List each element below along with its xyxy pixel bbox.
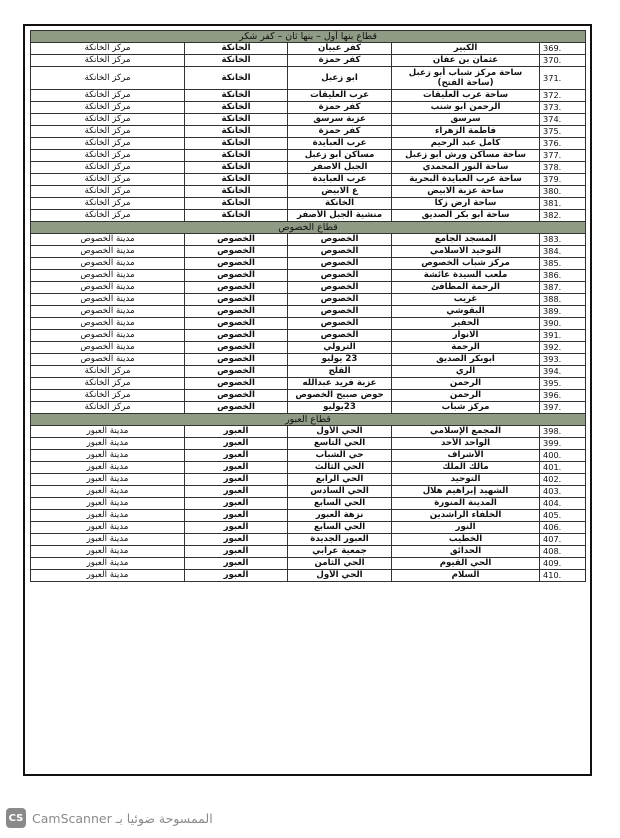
unit-name: الحانكة — [185, 43, 288, 55]
row-number: .384 — [540, 246, 586, 258]
center-name: مدينة الخصوص — [31, 354, 185, 366]
row-number: .410 — [540, 570, 586, 582]
row-number: .395 — [540, 378, 586, 390]
mosque-name: البقوشي — [392, 306, 540, 318]
table-row — [31, 55, 586, 67]
unit-name: الخصوص — [185, 330, 288, 342]
village-name: عرب العليقات — [288, 90, 392, 102]
table-row — [31, 438, 586, 450]
table-row — [31, 390, 586, 402]
table-row — [31, 462, 586, 474]
table-row — [31, 546, 586, 558]
mosque-name: كامل عبد الرحيم — [392, 138, 540, 150]
unit-name: العبور — [185, 522, 288, 534]
village-name: نزهة العبور — [288, 510, 392, 522]
table-row — [31, 474, 586, 486]
unit-name: العبور — [185, 534, 288, 546]
unit-name: العبور — [185, 462, 288, 474]
unit-name: الخصوص — [185, 258, 288, 270]
table-row — [31, 43, 586, 55]
center-name: مدينة العبور — [31, 498, 185, 510]
center-name: مدينة العبور — [31, 462, 185, 474]
row-number: .380 — [540, 186, 586, 198]
village-name: عرب العبايدة — [288, 138, 392, 150]
row-number: .373 — [540, 102, 586, 114]
table-row — [31, 102, 586, 114]
center-name: مدينة الخصوص — [31, 342, 185, 354]
table-row — [31, 126, 586, 138]
unit-name: الخصوص — [185, 246, 288, 258]
center-name: مركز الخانكة — [31, 162, 185, 174]
table-row — [31, 486, 586, 498]
mosque-name: ساحة أبو بكر الصديق — [392, 210, 540, 222]
table-row — [31, 174, 586, 186]
village-name: الحي السابع — [288, 522, 392, 534]
mosque-name: الخلفاء الراشدين — [392, 510, 540, 522]
mosque-name: المدينة المنورة — [392, 498, 540, 510]
table-row — [31, 246, 586, 258]
table-row — [31, 558, 586, 570]
unit-name: الخانكة — [185, 138, 288, 150]
village-name: الحي الرابع — [288, 474, 392, 486]
unit-name: الخصوص — [185, 294, 288, 306]
section-title: قطاع العبور — [31, 414, 586, 426]
center-name: مدينة الخصوص — [31, 318, 185, 330]
row-number: .393 — [540, 354, 586, 366]
center-name: مركز الخانكة — [31, 102, 185, 114]
unit-name: الخصوص — [185, 282, 288, 294]
table-row — [31, 114, 586, 126]
table-row — [31, 186, 586, 198]
center-name: مدينة الخصوص — [31, 330, 185, 342]
center-name: مدينة الخصوص — [31, 258, 185, 270]
center-name: مركز الخانكة — [31, 138, 185, 150]
row-number: .408 — [540, 546, 586, 558]
table-row — [31, 258, 586, 270]
village-name: حوض صبيح الخصوص — [288, 390, 392, 402]
center-name: مدينة العبور — [31, 546, 185, 558]
table-row — [31, 234, 586, 246]
village-name: الترولي — [288, 342, 392, 354]
village-name: كفر حمزة — [288, 55, 392, 67]
table-row — [31, 198, 586, 210]
village-name: الخصوص — [288, 330, 392, 342]
center-name: مدينة الخصوص — [31, 282, 185, 294]
center-name: مدينة العبور — [31, 570, 185, 582]
center-name: مركز الخانكة — [31, 55, 185, 67]
center-name: مركز الخانكة — [31, 198, 185, 210]
row-number: .377 — [540, 150, 586, 162]
mosque-name: الواحد الأحد — [392, 438, 540, 450]
row-number: .404 — [540, 498, 586, 510]
center-name: مركز الخانكة — [31, 150, 185, 162]
center-name: مركز الخانكة — [31, 90, 185, 102]
center-name: مدينة العبور — [31, 522, 185, 534]
village-name: الخصوص — [288, 246, 392, 258]
table-body — [31, 31, 586, 582]
village-name: الحي التاسع — [288, 438, 392, 450]
unit-name: العبور — [185, 570, 288, 582]
unit-name: الخصوص — [185, 390, 288, 402]
unit-name: الخصوص — [185, 342, 288, 354]
mosque-name: الشهيد إبراهيم هلال — [392, 486, 540, 498]
row-number: .379 — [540, 174, 586, 186]
mosque-name: الحفير — [392, 318, 540, 330]
row-number: .387 — [540, 282, 586, 294]
village-name: الخصوص — [288, 258, 392, 270]
unit-name: الخانكة — [185, 198, 288, 210]
table-row — [31, 450, 586, 462]
unit-name: الخانكة — [185, 55, 288, 67]
mosque-name: غريب — [392, 294, 540, 306]
village-name: العبور الجديدة — [288, 534, 392, 546]
village-name: ابو زعبل — [288, 67, 392, 90]
row-number: .405 — [540, 510, 586, 522]
center-name: مدينة العبور — [31, 426, 185, 438]
table-row — [31, 282, 586, 294]
village-name: عرب العبايدة — [288, 174, 392, 186]
unit-name: العبور — [185, 474, 288, 486]
unit-name: العبور — [185, 546, 288, 558]
unit-name: الخانكة — [185, 90, 288, 102]
center-name: مدينة العبور — [31, 438, 185, 450]
village-name: ع الابيض — [288, 186, 392, 198]
table-row — [31, 534, 586, 546]
mosque-name: ملعب السيدة عائشة — [392, 270, 540, 282]
scanner-watermark — [6, 806, 286, 830]
village-name: الخصوص — [288, 234, 392, 246]
mosque-name: المسجد الجامع — [392, 234, 540, 246]
unit-name: الخصوص — [185, 402, 288, 414]
center-name: مركز الخانكة — [31, 210, 185, 222]
mosque-name: الري — [392, 366, 540, 378]
center-name: مدينة الخصوص — [31, 306, 185, 318]
row-number: .401 — [540, 462, 586, 474]
village-name: الخصوص — [288, 294, 392, 306]
table-row — [31, 150, 586, 162]
village-name: الجبل الاصفر — [288, 162, 392, 174]
row-number: .372 — [540, 90, 586, 102]
unit-name: العبور — [185, 558, 288, 570]
village-name: كفر عبيان — [288, 43, 392, 55]
center-name: مركز الخانكة — [31, 390, 185, 402]
mosque-name: الرحمة — [392, 342, 540, 354]
center-name: مركز الخانكة — [31, 126, 185, 138]
row-number: .398 — [540, 426, 586, 438]
center-name: مركز الخانكة — [31, 378, 185, 390]
table-row — [31, 378, 586, 390]
mosque-name: الأشراف — [392, 450, 540, 462]
mosque-name: الحدائق — [392, 546, 540, 558]
row-number: .385 — [540, 258, 586, 270]
table-row — [31, 342, 586, 354]
row-number: .382 — [540, 210, 586, 222]
village-name: عزبة سرسق — [288, 114, 392, 126]
row-number: .388 — [540, 294, 586, 306]
mosque-name: التوحيد — [392, 474, 540, 486]
unit-name: الخانكة — [185, 102, 288, 114]
unit-name: الخصوص — [185, 366, 288, 378]
mosque-name: ساحة مركز شباب أبو زعبل (ساحة الفتح) — [392, 67, 540, 90]
row-number: .389 — [540, 306, 586, 318]
village-name: جمعية عرابي — [288, 546, 392, 558]
mosques-table — [30, 30, 586, 582]
section-title: قطاع بنها أول – بنها ثان – كفر شكر — [31, 31, 586, 43]
village-name: الحي السادس — [288, 486, 392, 498]
mosque-name: ساحة النور المحمدي — [392, 162, 540, 174]
table-row — [31, 498, 586, 510]
row-number: .371 — [540, 67, 586, 90]
unit-name: العبور — [185, 450, 288, 462]
center-name: مدينة العبور — [31, 510, 185, 522]
unit-name: الخانكة — [185, 210, 288, 222]
table-row — [31, 90, 586, 102]
center-name: مركز الخانكة — [31, 402, 185, 414]
unit-name: العبور — [185, 426, 288, 438]
unit-name: العبور — [185, 486, 288, 498]
mosque-name: مالك الملك — [392, 462, 540, 474]
village-name: القلج — [288, 366, 392, 378]
row-number: .394 — [540, 366, 586, 378]
village-name: 23يوليو — [288, 402, 392, 414]
mosque-name: الخطيب — [392, 534, 540, 546]
mosque-name: ساحة عرب العليقات — [392, 90, 540, 102]
row-number: .407 — [540, 534, 586, 546]
center-name: مركز الخانكة — [31, 114, 185, 126]
row-number: .390 — [540, 318, 586, 330]
mosque-name: الكبير — [392, 43, 540, 55]
mosque-name: الرحمن — [392, 390, 540, 402]
table-row — [31, 510, 586, 522]
row-number: .391 — [540, 330, 586, 342]
village-name: الخصوص — [288, 282, 392, 294]
row-number: .396 — [540, 390, 586, 402]
table-row — [31, 522, 586, 534]
village-name: الحي الثامن — [288, 558, 392, 570]
mosque-name: الرحمن — [392, 378, 540, 390]
table-row — [31, 270, 586, 282]
mosque-name: السلام — [392, 570, 540, 582]
center-name: مدينة الخصوص — [31, 270, 185, 282]
table-row — [31, 402, 586, 414]
section-title: قطاع الخصوص — [31, 222, 586, 234]
village-name: الخانكة — [288, 198, 392, 210]
center-name: مدينة الخصوص — [31, 246, 185, 258]
center-name: مدينة الخصوص — [31, 294, 185, 306]
center-name: مركز الخانكة — [31, 43, 185, 55]
unit-name: الخانكة — [185, 67, 288, 90]
center-name: مركز الخانكة — [31, 174, 185, 186]
table-row — [31, 162, 586, 174]
table-row — [31, 570, 586, 582]
unit-name: العبور — [185, 510, 288, 522]
row-number: .402 — [540, 474, 586, 486]
center-name: مدينة العبور — [31, 474, 185, 486]
unit-name: العبور — [185, 438, 288, 450]
center-name: مركز الخانكة — [31, 67, 185, 90]
village-name: حي الشباب — [288, 450, 392, 462]
unit-name: الخانكة — [185, 114, 288, 126]
center-name: مركز الخانكة — [31, 186, 185, 198]
unit-name: الخصوص — [185, 318, 288, 330]
table-row — [31, 138, 586, 150]
table-row — [31, 330, 586, 342]
unit-name: الخانكة — [185, 174, 288, 186]
unit-name: الخصوص — [185, 378, 288, 390]
row-number: .397 — [540, 402, 586, 414]
row-number: .400 — [540, 450, 586, 462]
mosque-name: النور — [392, 522, 540, 534]
table-row — [31, 318, 586, 330]
mosque-name: الرحمن ابو شنب — [392, 102, 540, 114]
unit-name: الخصوص — [185, 234, 288, 246]
mosque-name: الحي القيوم — [392, 558, 540, 570]
row-number: .375 — [540, 126, 586, 138]
unit-name: الخانكة — [185, 162, 288, 174]
mosque-name: ابوبكر الصديق — [392, 354, 540, 366]
section-header-row — [31, 31, 586, 43]
row-number: .403 — [540, 486, 586, 498]
section-header-row — [31, 414, 586, 426]
center-name: مدينة الخصوص — [31, 234, 185, 246]
village-name: الحي الثالث — [288, 462, 392, 474]
unit-name: الخصوص — [185, 354, 288, 366]
mosque-name: الرحمة المطافئ — [392, 282, 540, 294]
table-row — [31, 366, 586, 378]
center-name: مركز الخانكة — [31, 366, 185, 378]
row-number: .381 — [540, 198, 586, 210]
row-number: .383 — [540, 234, 586, 246]
mosque-name: الانوار — [392, 330, 540, 342]
mosque-name: فاطمة الزهراء — [392, 126, 540, 138]
mosque-name: ساحة عزبة الابيض — [392, 186, 540, 198]
mosque-name: ساحة عرب العبايدة البحرية — [392, 174, 540, 186]
village-name: الحي الأول — [288, 570, 392, 582]
village-name: مساكن أبو زعبل — [288, 150, 392, 162]
row-number: .409 — [540, 558, 586, 570]
table-row — [31, 294, 586, 306]
village-name: كفر حمزة — [288, 102, 392, 114]
document-page — [23, 24, 592, 776]
village-name: الخصوص — [288, 306, 392, 318]
row-number: .378 — [540, 162, 586, 174]
mosque-name: مركز شباب الخصوص — [392, 258, 540, 270]
table-row — [31, 306, 586, 318]
mosque-name: التوحيد الاسلامي — [392, 246, 540, 258]
village-name: الخصوص — [288, 318, 392, 330]
village-name: عزبة فريد عبدالله — [288, 378, 392, 390]
table-row — [31, 354, 586, 366]
scanner-watermark-text: الممسوحة ضوئيا بـ CamScanner — [32, 810, 213, 826]
mosque-name: سرسق — [392, 114, 540, 126]
center-name: مدينة العبور — [31, 534, 185, 546]
center-name: مدينة العبور — [31, 486, 185, 498]
row-number: .386 — [540, 270, 586, 282]
mosque-name: ساحة ارض زكا — [392, 198, 540, 210]
village-name: منشية الجبل الأصفر — [288, 210, 392, 222]
row-number: .374 — [540, 114, 586, 126]
row-number: .376 — [540, 138, 586, 150]
unit-name: الخانكة — [185, 186, 288, 198]
mosque-name: المجمع الإسلامي — [392, 426, 540, 438]
village-name: الحي الأول — [288, 426, 392, 438]
center-name: مدينة العبور — [31, 450, 185, 462]
unit-name: الخانكة — [185, 126, 288, 138]
village-name: كفر حمزة — [288, 126, 392, 138]
mosque-name: ساحة مساكن ورش أبو زعبل — [392, 150, 540, 162]
village-name: الخصوص — [288, 270, 392, 282]
unit-name: العبور — [185, 498, 288, 510]
village-name: 23 يوليو — [288, 354, 392, 366]
table-row — [31, 210, 586, 222]
unit-name: الخانكة — [185, 150, 288, 162]
table-row — [31, 426, 586, 438]
center-name: مدينة العبور — [31, 558, 185, 570]
table-row — [31, 67, 586, 90]
row-number: .406 — [540, 522, 586, 534]
village-name: الحي السابع — [288, 498, 392, 510]
mosque-name: مركز شباب — [392, 402, 540, 414]
row-number: .399 — [540, 438, 586, 450]
unit-name: الخصوص — [185, 306, 288, 318]
mosque-name: عثمان بن عفان — [392, 55, 540, 67]
row-number: .392 — [540, 342, 586, 354]
row-number: .370 — [540, 55, 586, 67]
section-header-row — [31, 222, 586, 234]
row-number: .369 — [540, 43, 586, 55]
camscanner-logo-icon: CS — [6, 808, 26, 828]
unit-name: الخصوص — [185, 270, 288, 282]
